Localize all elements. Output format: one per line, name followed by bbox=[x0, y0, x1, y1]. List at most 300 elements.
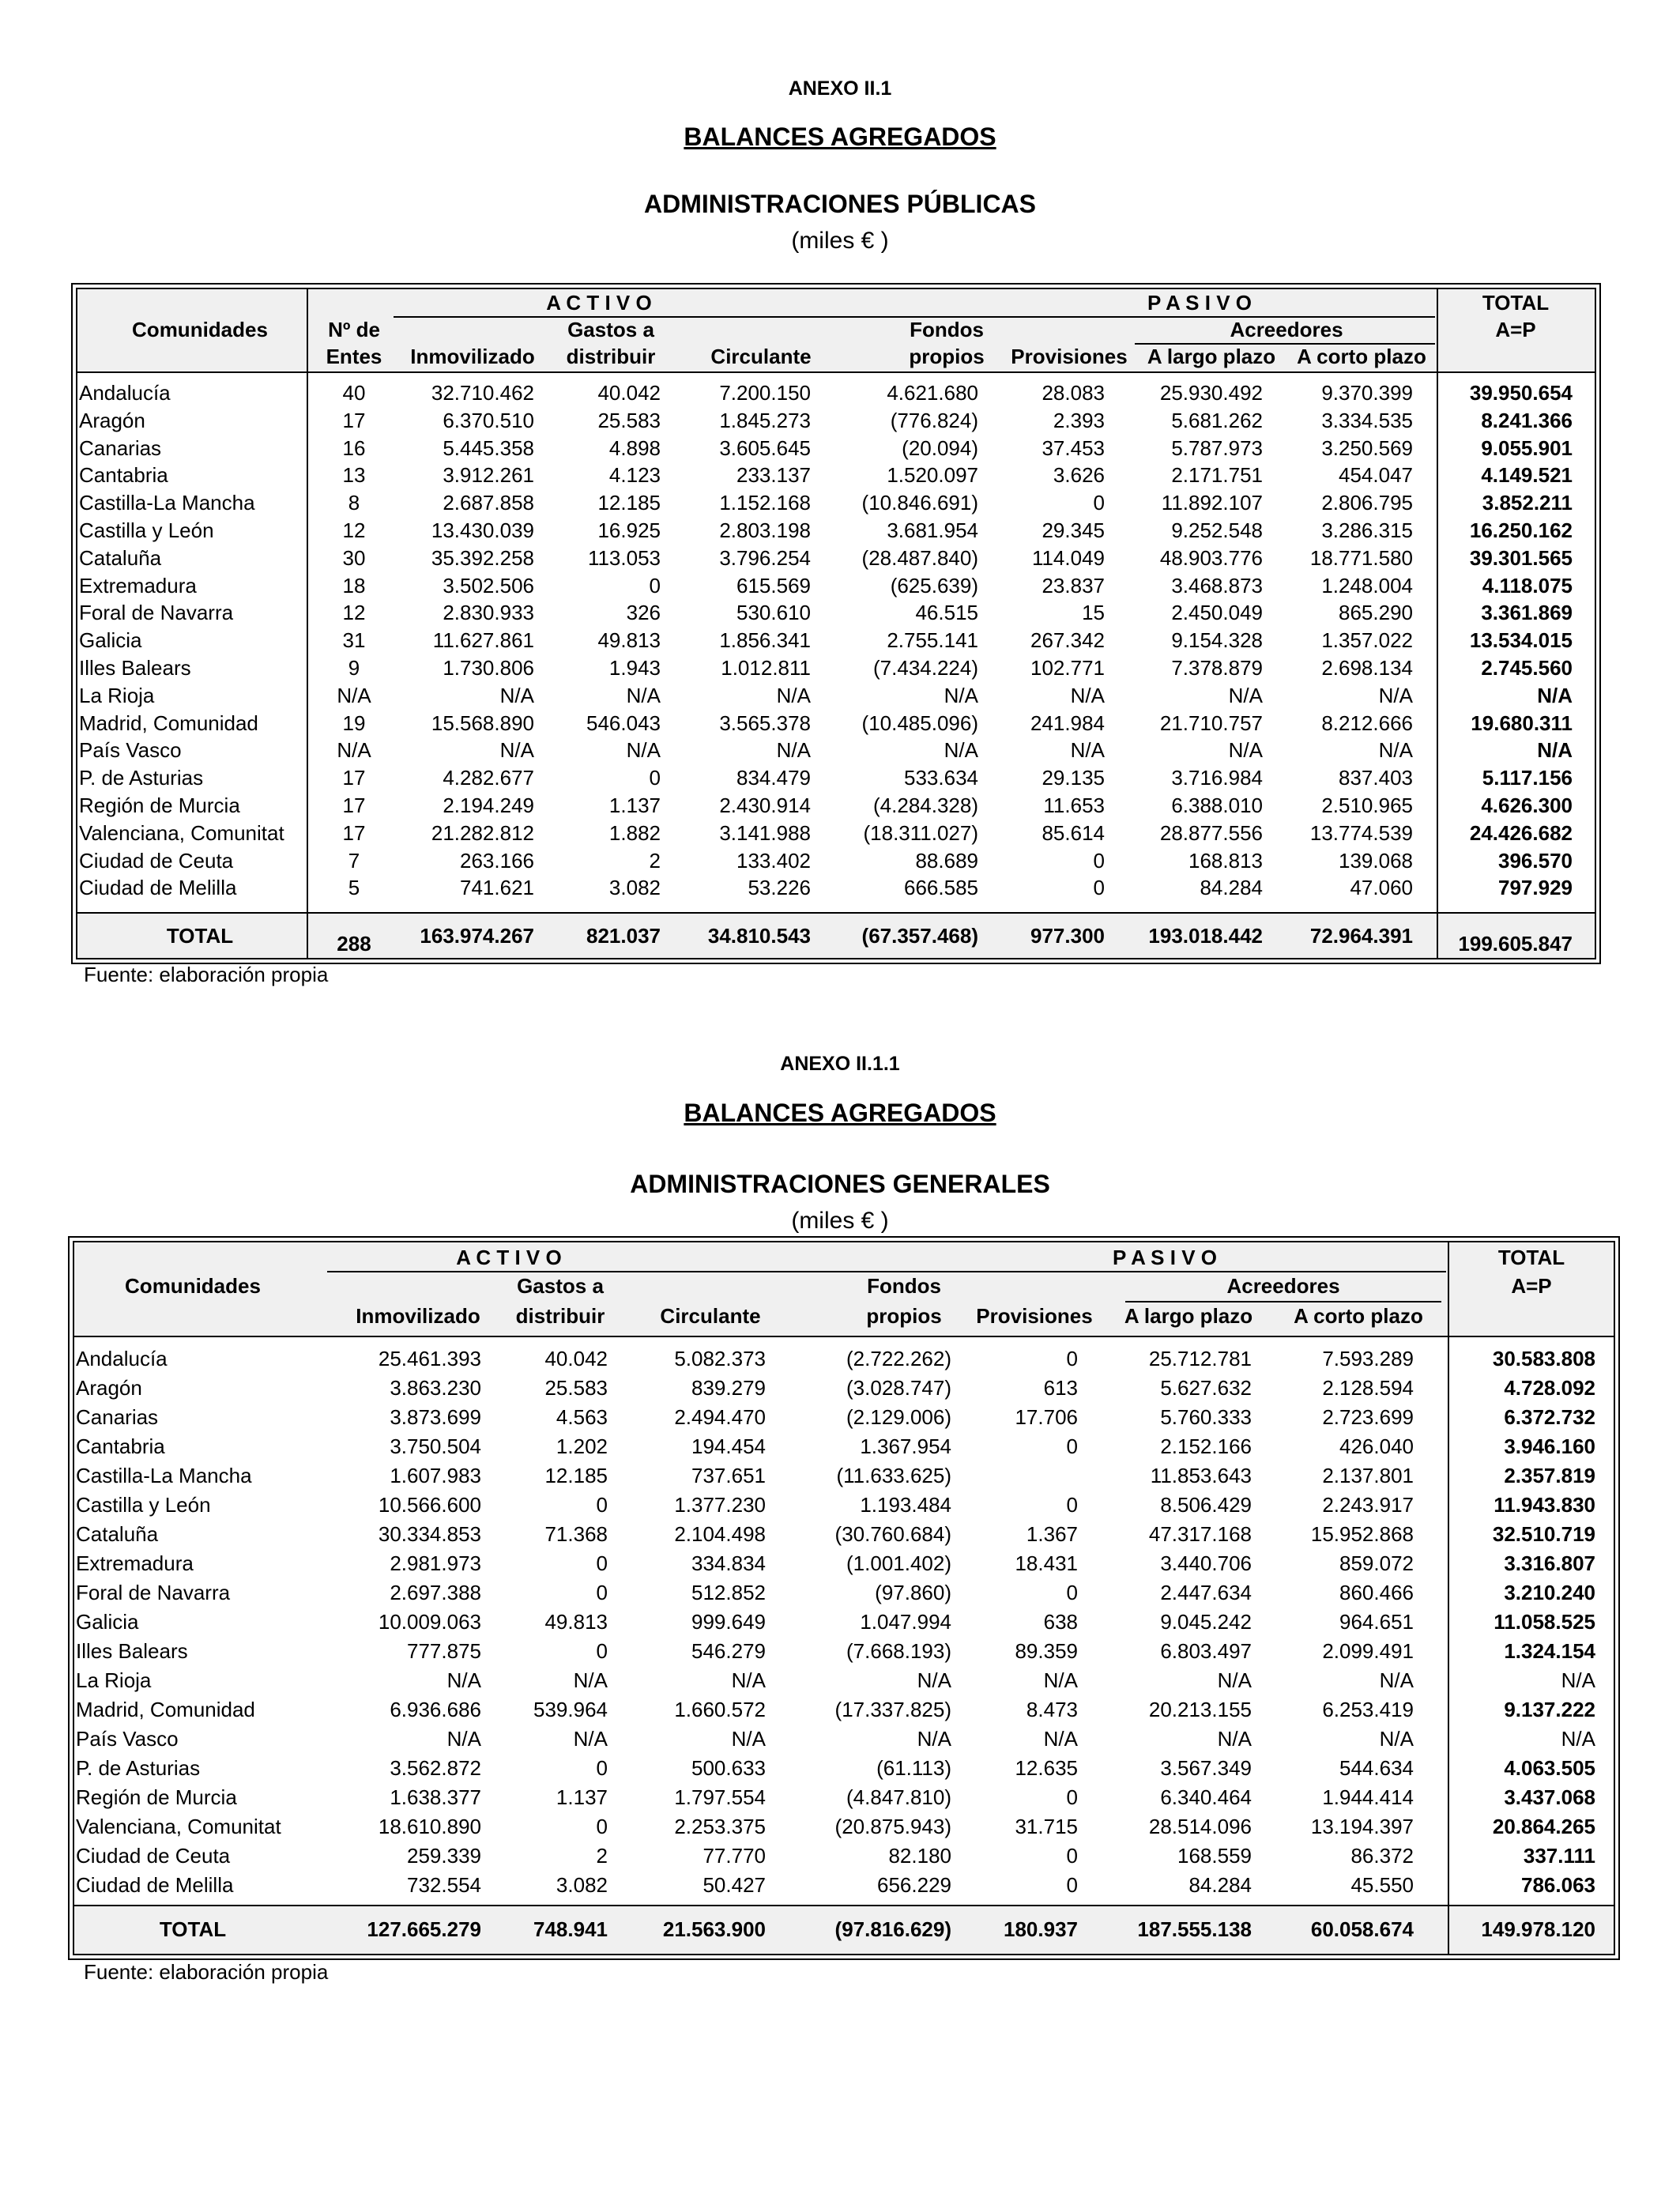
row-gastos: 4.123 bbox=[608, 463, 661, 488]
row-provisiones: 267.342 bbox=[1030, 628, 1105, 653]
row-comunidad: Andalucía bbox=[76, 1347, 168, 1370]
row-total: 786.063 bbox=[1521, 1873, 1595, 1897]
row-corto: 86.372 bbox=[1350, 1844, 1414, 1868]
row-gastos: 0 bbox=[596, 1815, 608, 1838]
row-circulante: 512.852 bbox=[691, 1581, 766, 1604]
row-comunidad: P. de Asturias bbox=[79, 766, 204, 790]
row-provisiones: 638 bbox=[1043, 1610, 1078, 1634]
row-provisiones: 29.135 bbox=[1042, 766, 1105, 790]
row-inmovilizado: 2.194.249 bbox=[443, 794, 534, 817]
row-total: N/A bbox=[1561, 1668, 1595, 1692]
row-circulante: N/A bbox=[731, 1668, 766, 1692]
row-entes: N/A bbox=[337, 683, 371, 707]
row-circulante: 5.082.373 bbox=[674, 1347, 766, 1370]
row-gastos: 71.368 bbox=[544, 1522, 608, 1546]
row-fondos: (61.113) bbox=[876, 1756, 951, 1780]
total-inmovilizado: 163.974.267 bbox=[420, 924, 534, 948]
activo-header: A C T I V O bbox=[546, 291, 652, 315]
row-inmovilizado: 1.607.983 bbox=[390, 1464, 481, 1487]
row-fondos: (20.094) bbox=[902, 435, 978, 460]
row-provisiones: 102.771 bbox=[1030, 656, 1105, 680]
total-gastos: 748.941 bbox=[533, 1917, 608, 1941]
largo-plazo-header: A largo plazo bbox=[1147, 345, 1276, 368]
row-largo: 2.152.166 bbox=[1160, 1434, 1252, 1458]
row-corto: 13.194.397 bbox=[1310, 1815, 1414, 1838]
row-corto: 1.944.414 bbox=[1322, 1785, 1414, 1809]
row-largo: N/A bbox=[1228, 683, 1263, 707]
row-entes: 18 bbox=[342, 573, 366, 598]
row-inmovilizado: 32.710.462 bbox=[431, 381, 534, 405]
row-inmovilizado: 4.282.677 bbox=[443, 766, 534, 790]
row-comunidad: Ciudad de Ceuta bbox=[79, 848, 234, 873]
row-largo: 2.447.634 bbox=[1160, 1581, 1252, 1604]
pasivo-header: P A S I V O bbox=[1147, 291, 1252, 315]
row-total: 3.361.869 bbox=[1481, 601, 1573, 625]
row-total: N/A bbox=[1537, 738, 1573, 763]
row-comunidad: Foral de Navarra bbox=[79, 601, 234, 625]
row-fondos: 1.047.994 bbox=[860, 1610, 951, 1634]
row-gastos: N/A bbox=[626, 738, 661, 763]
row-gastos: 4.898 bbox=[608, 435, 661, 460]
row-comunidad: Illes Balears bbox=[76, 1639, 188, 1663]
total-fondos: (67.357.468) bbox=[861, 924, 978, 948]
row-comunidad: Galicia bbox=[79, 628, 142, 653]
row-circulante: 1.845.273 bbox=[719, 408, 811, 432]
row-total: 4.149.521 bbox=[1481, 463, 1573, 488]
row-comunidad: Andalucía bbox=[79, 381, 171, 405]
fondos-header-line1: Fondos bbox=[867, 1274, 941, 1298]
row-provisiones: 89.359 bbox=[1015, 1639, 1078, 1663]
row-comunidad: Región de Murcia bbox=[76, 1785, 237, 1809]
table-title-2: BALANCES AGREGADOS bbox=[684, 1099, 996, 1127]
row-comunidad: Ciudad de Melilla bbox=[79, 876, 237, 900]
row-fondos: (97.860) bbox=[875, 1581, 951, 1604]
row-fondos: 1.193.484 bbox=[860, 1493, 951, 1517]
row-corto: 15.952.868 bbox=[1310, 1522, 1414, 1546]
row-largo: 2.171.751 bbox=[1171, 463, 1263, 488]
total-circulante: 21.563.900 bbox=[662, 1917, 766, 1941]
row-fondos: (2.129.006) bbox=[846, 1405, 951, 1429]
row-inmovilizado: 3.873.699 bbox=[390, 1405, 481, 1429]
row-total: 39.301.565 bbox=[1469, 545, 1573, 570]
total-ap-header: A=P bbox=[1511, 1274, 1552, 1298]
circulante-header: Circulante bbox=[710, 345, 812, 368]
row-total: 9.137.222 bbox=[1504, 1698, 1595, 1721]
row-comunidad: Cataluña bbox=[76, 1522, 159, 1546]
row-circulante: 3.605.645 bbox=[719, 435, 811, 460]
row-comunidad: Canarias bbox=[79, 435, 162, 460]
row-circulante: 839.279 bbox=[691, 1376, 766, 1400]
row-circulante: 7.200.150 bbox=[719, 381, 811, 405]
row-provisiones: 0 bbox=[1093, 876, 1105, 900]
row-comunidad: Castilla-La Mancha bbox=[79, 491, 255, 515]
row-fondos: N/A bbox=[944, 738, 978, 763]
balance-table-generales bbox=[68, 1236, 1620, 1960]
row-inmovilizado: 35.392.258 bbox=[431, 545, 534, 570]
row-circulante: 1.797.554 bbox=[674, 1785, 766, 1809]
row-gastos: 0 bbox=[649, 766, 661, 790]
row-corto: 860.466 bbox=[1339, 1581, 1414, 1604]
row-fondos: (7.434.224) bbox=[873, 656, 978, 680]
row-total: 13.534.015 bbox=[1469, 628, 1573, 653]
total-fondos: (97.816.629) bbox=[834, 1917, 951, 1941]
row-comunidad: Extremadura bbox=[79, 573, 197, 598]
row-circulante: 3.565.378 bbox=[719, 711, 811, 735]
total-header: TOTAL bbox=[1482, 291, 1550, 315]
row-circulante: 50.427 bbox=[703, 1873, 766, 1897]
acreedores-header: Acreedores bbox=[1230, 318, 1343, 341]
row-provisiones: N/A bbox=[1070, 738, 1105, 763]
row-largo: 9.045.242 bbox=[1160, 1610, 1252, 1634]
row-corto: N/A bbox=[1378, 738, 1413, 763]
row-circulante: 1.660.572 bbox=[674, 1698, 766, 1721]
row-corto: 18.771.580 bbox=[1309, 545, 1413, 570]
row-largo: 25.930.492 bbox=[1159, 381, 1263, 405]
table-inner-border bbox=[76, 288, 1596, 959]
row-comunidad: Galicia bbox=[76, 1610, 139, 1634]
row-provisiones: 2.393 bbox=[1053, 408, 1105, 432]
row-largo: 9.154.328 bbox=[1171, 628, 1263, 653]
row-inmovilizado: N/A bbox=[499, 738, 534, 763]
row-circulante: 1.377.230 bbox=[674, 1493, 766, 1517]
row-fondos: (17.337.825) bbox=[834, 1698, 951, 1721]
row-gastos: 40.042 bbox=[544, 1347, 608, 1370]
row-fondos: (4.284.328) bbox=[873, 794, 978, 817]
row-total: 39.950.654 bbox=[1469, 381, 1573, 405]
row-entes: 9 bbox=[348, 656, 360, 680]
row-provisiones: 17.706 bbox=[1015, 1405, 1078, 1429]
row-total: 5.117.156 bbox=[1482, 766, 1573, 790]
row-comunidad: Valenciana, Comunitat bbox=[76, 1815, 281, 1838]
row-inmovilizado: 732.554 bbox=[407, 1873, 481, 1897]
row-largo: 5.681.262 bbox=[1171, 408, 1263, 432]
row-circulante: N/A bbox=[731, 1727, 766, 1751]
row-entes: 19 bbox=[342, 711, 366, 735]
row-entes: 17 bbox=[342, 408, 366, 432]
row-inmovilizado: 10.566.600 bbox=[378, 1493, 481, 1517]
total-corto: 72.964.391 bbox=[1309, 924, 1413, 948]
row-inmovilizado: N/A bbox=[499, 683, 534, 707]
row-largo: 7.378.879 bbox=[1171, 656, 1263, 680]
row-fondos: (7.668.193) bbox=[846, 1639, 951, 1663]
row-circulante: 194.454 bbox=[691, 1434, 766, 1458]
row-largo: 6.340.464 bbox=[1160, 1785, 1252, 1809]
row-inmovilizado: 3.912.261 bbox=[443, 463, 534, 488]
row-corto: 3.250.569 bbox=[1321, 435, 1413, 460]
activo-header: A C T I V O bbox=[456, 1246, 562, 1269]
row-provisiones: 114.049 bbox=[1031, 545, 1105, 570]
row-gastos: 2 bbox=[596, 1844, 608, 1868]
row-largo: 3.567.349 bbox=[1160, 1756, 1252, 1780]
row-provisiones: 85.614 bbox=[1042, 820, 1105, 845]
acreedores-header: Acreedores bbox=[1226, 1274, 1340, 1298]
inmovilizado-header: Inmovilizado bbox=[356, 1304, 480, 1328]
row-inmovilizado: 2.830.933 bbox=[443, 601, 534, 625]
row-provisiones: 0 bbox=[1066, 1347, 1078, 1370]
row-inmovilizado: 21.282.812 bbox=[431, 820, 534, 845]
row-entes: 17 bbox=[342, 820, 366, 845]
row-inmovilizado: 25.461.393 bbox=[378, 1347, 481, 1370]
total-gastos: 821.037 bbox=[586, 924, 661, 948]
row-fondos: (2.722.262) bbox=[846, 1347, 951, 1370]
row-total: 11.943.830 bbox=[1494, 1493, 1595, 1517]
row-fondos: N/A bbox=[917, 1727, 951, 1751]
row-inmovilizado: 15.568.890 bbox=[431, 711, 534, 735]
row-inmovilizado: 741.621 bbox=[460, 876, 534, 900]
row-gastos: 25.583 bbox=[597, 408, 661, 432]
row-total: 4.118.075 bbox=[1482, 573, 1573, 598]
row-fondos: (20.875.943) bbox=[834, 1815, 951, 1838]
row-gastos: 4.563 bbox=[556, 1405, 608, 1429]
row-circulante: 530.610 bbox=[736, 601, 811, 625]
row-comunidad: Canarias bbox=[76, 1405, 159, 1429]
row-provisiones: N/A bbox=[1043, 1727, 1078, 1751]
row-gastos: N/A bbox=[573, 1727, 608, 1751]
row-circulante: 53.226 bbox=[748, 876, 811, 900]
row-provisiones: 1.367 bbox=[1026, 1522, 1078, 1546]
row-fondos: (10.846.691) bbox=[861, 491, 978, 515]
row-fondos: (4.847.810) bbox=[846, 1785, 951, 1809]
row-inmovilizado: N/A bbox=[446, 1668, 481, 1692]
row-largo: 9.252.548 bbox=[1171, 518, 1263, 542]
row-inmovilizado: 30.334.853 bbox=[378, 1522, 481, 1546]
row-inmovilizado: 1.730.806 bbox=[443, 656, 534, 680]
row-circulante: 334.834 bbox=[691, 1551, 766, 1575]
row-inmovilizado: 5.445.358 bbox=[443, 435, 534, 460]
row-entes: 30 bbox=[342, 545, 366, 570]
row-inmovilizado: 2.981.973 bbox=[390, 1551, 481, 1575]
row-entes: 16 bbox=[342, 435, 366, 460]
row-total: 4.728.092 bbox=[1504, 1376, 1595, 1400]
row-circulante: 834.479 bbox=[736, 766, 811, 790]
row-gastos: 0 bbox=[596, 1756, 608, 1780]
row-total: 4.626.300 bbox=[1481, 794, 1573, 817]
row-corto: 13.774.539 bbox=[1309, 820, 1413, 845]
row-fondos: 82.180 bbox=[888, 1844, 951, 1868]
row-fondos: 3.681.954 bbox=[887, 518, 978, 542]
row-circulante: 1.152.168 bbox=[719, 491, 811, 515]
row-largo: 168.559 bbox=[1177, 1844, 1252, 1868]
row-gastos: 2 bbox=[649, 848, 661, 873]
row-fondos: (3.028.747) bbox=[846, 1376, 951, 1400]
row-comunidad: P. de Asturias bbox=[76, 1756, 201, 1780]
row-provisiones: 23.837 bbox=[1042, 573, 1105, 598]
row-gastos: 539.964 bbox=[533, 1698, 608, 1721]
total-corto: 60.058.674 bbox=[1310, 1917, 1414, 1941]
row-fondos: (18.311.027) bbox=[863, 820, 978, 845]
row-fondos: 666.585 bbox=[904, 876, 978, 900]
row-inmovilizado: N/A bbox=[446, 1727, 481, 1751]
row-corto: 7.593.289 bbox=[1322, 1347, 1414, 1370]
row-corto: 3.334.535 bbox=[1321, 408, 1413, 432]
row-total: 3.852.211 bbox=[1482, 491, 1573, 515]
row-fondos: 88.689 bbox=[915, 848, 978, 873]
row-fondos: (28.487.840) bbox=[861, 545, 978, 570]
total-provisiones: 977.300 bbox=[1030, 924, 1105, 948]
row-gastos: 546.043 bbox=[586, 711, 661, 735]
row-entes: 17 bbox=[342, 794, 366, 817]
row-total: 2.745.560 bbox=[1481, 656, 1573, 680]
row-provisiones: 11.653 bbox=[1043, 794, 1105, 817]
row-inmovilizado: 2.697.388 bbox=[390, 1581, 481, 1604]
row-largo: N/A bbox=[1217, 1727, 1252, 1751]
row-comunidad: Cantabria bbox=[76, 1434, 165, 1458]
row-provisiones: 0 bbox=[1093, 491, 1105, 515]
row-inmovilizado: 11.627.861 bbox=[432, 628, 534, 653]
row-fondos: (10.485.096) bbox=[861, 711, 978, 735]
row-total: 32.510.719 bbox=[1492, 1522, 1595, 1546]
row-comunidad: Madrid, Comunidad bbox=[76, 1698, 255, 1721]
row-inmovilizado: 2.687.858 bbox=[443, 491, 534, 515]
row-largo: N/A bbox=[1217, 1668, 1252, 1692]
corto-plazo-header: A corto plazo bbox=[1294, 1304, 1423, 1328]
row-fondos: (11.633.625) bbox=[836, 1464, 951, 1487]
row-comunidad: Foral de Navarra bbox=[76, 1581, 231, 1604]
row-inmovilizado: 3.562.872 bbox=[390, 1756, 481, 1780]
row-corto: 47.060 bbox=[1350, 876, 1413, 900]
row-largo: 11.892.107 bbox=[1161, 491, 1263, 515]
row-total: 19.680.311 bbox=[1471, 711, 1573, 735]
comunidades-header: Comunidades bbox=[132, 318, 268, 341]
row-circulante: 500.633 bbox=[691, 1756, 766, 1780]
row-circulante: 2.494.470 bbox=[674, 1405, 766, 1429]
row-comunidad: Castilla-La Mancha bbox=[76, 1464, 252, 1487]
row-total: 20.864.265 bbox=[1492, 1815, 1595, 1838]
total-ap-header: A=P bbox=[1495, 318, 1536, 341]
row-largo: 5.627.632 bbox=[1160, 1376, 1252, 1400]
row-inmovilizado: 3.863.230 bbox=[390, 1376, 481, 1400]
row-corto: 1.357.022 bbox=[1321, 628, 1413, 653]
row-total: 4.063.505 bbox=[1504, 1756, 1595, 1780]
total-inmovilizado: 127.665.279 bbox=[367, 1917, 481, 1941]
row-provisiones: 15 bbox=[1082, 601, 1105, 625]
row-gastos: 16.925 bbox=[597, 518, 661, 542]
total-provisiones: 180.937 bbox=[1004, 1917, 1078, 1941]
row-provisiones: N/A bbox=[1043, 1668, 1078, 1692]
row-inmovilizado: 13.430.039 bbox=[431, 518, 534, 542]
total-entes: 288 bbox=[337, 932, 371, 956]
total-circulante: 34.810.543 bbox=[707, 924, 811, 948]
fondos-header-line2: propios bbox=[909, 345, 985, 368]
row-circulante: 233.137 bbox=[736, 463, 811, 488]
row-total: 24.426.682 bbox=[1469, 820, 1573, 845]
row-circulante: N/A bbox=[776, 683, 811, 707]
row-corto: 3.286.315 bbox=[1321, 518, 1413, 542]
row-largo: 5.760.333 bbox=[1160, 1405, 1252, 1429]
row-total: 396.570 bbox=[1498, 848, 1573, 873]
column-divider bbox=[307, 289, 308, 376]
row-corto: 2.698.134 bbox=[1321, 656, 1413, 680]
row-provisiones: 18.431 bbox=[1015, 1551, 1078, 1575]
row-circulante: 2.430.914 bbox=[719, 794, 811, 817]
row-largo: 20.213.155 bbox=[1148, 1698, 1252, 1721]
row-total: 11.058.525 bbox=[1494, 1610, 1595, 1634]
row-corto: 1.248.004 bbox=[1321, 573, 1413, 598]
row-gastos: 49.813 bbox=[544, 1610, 608, 1634]
row-fondos: (625.639) bbox=[890, 573, 978, 598]
row-inmovilizado: 10.009.063 bbox=[378, 1610, 481, 1634]
row-gastos: 1.202 bbox=[556, 1434, 608, 1458]
row-provisiones: 28.083 bbox=[1042, 381, 1105, 405]
row-comunidad: Castilla y León bbox=[79, 518, 214, 542]
gastos-header-line1: Gastos a bbox=[517, 1274, 604, 1298]
row-gastos: 12.185 bbox=[597, 491, 661, 515]
row-gastos: 12.185 bbox=[544, 1464, 608, 1487]
row-gastos: 0 bbox=[596, 1581, 608, 1604]
inmovilizado-header: Inmovilizado bbox=[410, 345, 535, 368]
column-divider bbox=[307, 914, 308, 958]
row-corto: 426.040 bbox=[1339, 1434, 1414, 1458]
fondos-header-line1: Fondos bbox=[910, 318, 984, 341]
row-gastos: 1.882 bbox=[608, 820, 661, 845]
row-largo: 21.710.757 bbox=[1159, 711, 1263, 735]
row-corto: 544.634 bbox=[1339, 1756, 1414, 1780]
row-largo: 2.450.049 bbox=[1171, 601, 1263, 625]
row-largo: 3.716.984 bbox=[1171, 766, 1263, 790]
largo-plazo-header: A largo plazo bbox=[1124, 1304, 1253, 1328]
row-circulante: 133.402 bbox=[736, 848, 811, 873]
row-provisiones: 12.635 bbox=[1015, 1756, 1078, 1780]
row-provisiones: 37.453 bbox=[1042, 435, 1105, 460]
entes-header-line2: Entes bbox=[326, 345, 382, 368]
row-fondos: 656.229 bbox=[877, 1873, 951, 1897]
row-inmovilizado: 777.875 bbox=[407, 1639, 481, 1663]
row-entes: 12 bbox=[342, 601, 366, 625]
row-corto: 2.099.491 bbox=[1322, 1639, 1414, 1663]
row-total: 6.372.732 bbox=[1504, 1405, 1595, 1429]
balance-table-publicas bbox=[71, 283, 1601, 964]
row-largo: 84.284 bbox=[1188, 1873, 1252, 1897]
row-total: 3.437.068 bbox=[1504, 1785, 1595, 1809]
row-corto: N/A bbox=[1379, 1668, 1414, 1692]
row-comunidad: Aragón bbox=[76, 1376, 142, 1400]
row-circulante: 546.279 bbox=[691, 1639, 766, 1663]
row-fondos: N/A bbox=[944, 683, 978, 707]
row-circulante: 3.796.254 bbox=[719, 545, 811, 570]
row-total: 16.250.162 bbox=[1469, 518, 1573, 542]
fondos-header-line2: propios bbox=[866, 1304, 942, 1328]
table-subtitle-2: ADMINISTRACIONES GENERALES bbox=[630, 1170, 1050, 1198]
row-corto: N/A bbox=[1379, 1727, 1414, 1751]
row-gastos: 3.082 bbox=[608, 876, 661, 900]
row-circulante: N/A bbox=[776, 738, 811, 763]
row-provisiones: 0 bbox=[1066, 1493, 1078, 1517]
row-gastos: 0 bbox=[596, 1639, 608, 1663]
row-gastos: 49.813 bbox=[597, 628, 661, 653]
row-total: N/A bbox=[1537, 683, 1573, 707]
total-total: 199.605.847 bbox=[1458, 932, 1573, 956]
row-circulante: 2.803.198 bbox=[719, 518, 811, 542]
row-fondos: 4.621.680 bbox=[887, 381, 978, 405]
row-corto: 2.510.965 bbox=[1321, 794, 1413, 817]
row-gastos: 0 bbox=[596, 1551, 608, 1575]
row-total: 8.241.366 bbox=[1481, 408, 1573, 432]
row-gastos: 0 bbox=[596, 1493, 608, 1517]
row-corto: 2.723.699 bbox=[1322, 1405, 1414, 1429]
row-inmovilizado: 18.610.890 bbox=[378, 1815, 481, 1838]
row-entes: 31 bbox=[342, 628, 366, 653]
row-provisiones: 0 bbox=[1066, 1873, 1078, 1897]
provisiones-header: Provisiones bbox=[976, 1304, 1093, 1328]
row-largo: 3.468.873 bbox=[1171, 573, 1263, 598]
row-fondos: 1.367.954 bbox=[860, 1434, 951, 1458]
row-corto: 2.806.795 bbox=[1321, 491, 1413, 515]
row-largo: 168.813 bbox=[1188, 848, 1263, 873]
row-provisiones: 8.473 bbox=[1026, 1698, 1078, 1721]
comunidades-header: Comunidades bbox=[125, 1274, 261, 1298]
total-header: TOTAL bbox=[1497, 1246, 1565, 1269]
table-unit-2: (miles € ) bbox=[791, 1208, 889, 1234]
